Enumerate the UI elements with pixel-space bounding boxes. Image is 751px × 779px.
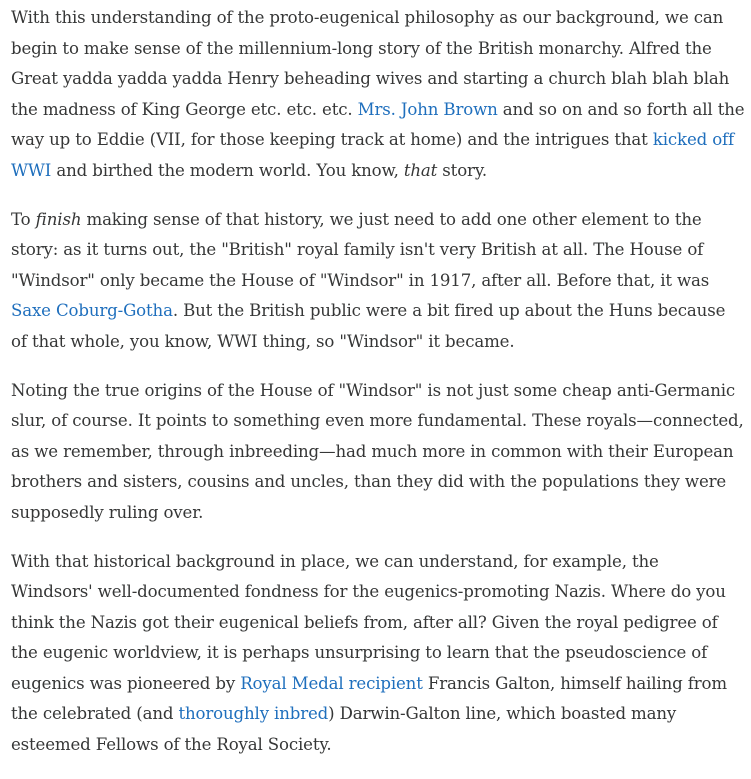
paragraph-4-text-c: ) Darwin-Galton line, which boasted many esteemed Fellows of the Royal Society. [11, 704, 677, 755]
paragraph-2-emphasis: finish [35, 209, 82, 229]
paragraph-3-text-a: Noting the true origins of the House of "Windsor" is not just some cheap anti-Germanic slur, of course. It points to something even more fundamental. These royals—connected, as we remember, through inbreeding—had much more in common with their European brothers and sisters, cousins and uncles, than they did with the populations they were supposedly ruling over. [11, 380, 744, 522]
paragraph-2-text-b: making sense of that history, we just need to add one other element to the story: as it turns out, the "British" royal family isn't very British at all. The House of "Windsor" only became the House of "Windsor" in 1917, after all. Before that, it was [11, 209, 710, 290]
paragraph-2 [11, 205, 745, 358]
paragraph-1-text-d: story. [437, 160, 487, 180]
paragraph-3 [11, 376, 745, 529]
article-body [11, 0, 745, 779]
paragraph-1-text-a: With this understanding of the proto-eugenical philosophy as our background, we can begin to make sense of the millennium-long story of the British monarchy. Alfred the Great yadda yadda yadda Henry beheading wives and starting a church blah blah blah the madness of King George etc. etc. etc. [11, 8, 730, 119]
paragraph-2-text-a: To [11, 209, 36, 229]
paragraph-4-text-a: With that historical background in place, we can understand, for example, the Windsors' well-documented fondness for the eugenics-promoting Nazis. Where do you think the Nazis got their eugenical beliefs from, after all? Given the royal pedigree of the eugenic worldview, it is perhaps unsurprising to learn that the pseudoscience of eugenics was pioneered by [11, 551, 726, 693]
link-royal-medal-recipient[interactable]: Royal Medal recipient [240, 673, 423, 693]
link-kicked-off-wwi[interactable]: kicked off WWI [11, 130, 735, 180]
paragraph-4-text-b: Francis Galton, himself hailing from the celebrated (and [11, 673, 727, 724]
paragraph-1-text-c: and birthed the modern world. You know, [51, 160, 404, 180]
paragraph-2-text-c: . But the British public were a bit fired up about the Huns because of that whole, you know, WWI thing, so "Windsor" it became. [11, 301, 726, 351]
link-saxe-coburg-gotha[interactable]: Saxe Coburg-Gotha [11, 301, 173, 321]
paragraph-4 [11, 547, 745, 761]
paragraph-1 [11, 3, 745, 187]
paragraph-1-emphasis: that [403, 160, 438, 180]
link-thoroughly-inbred[interactable]: thoroughly inbred [178, 704, 329, 724]
paragraph-1-text-b: and so on and so forth all the way up to Eddie (VII, for those keeping track at home) and the intrigues that [11, 99, 745, 150]
link-mrs-john-brown[interactable]: Mrs. John Brown [357, 99, 498, 119]
